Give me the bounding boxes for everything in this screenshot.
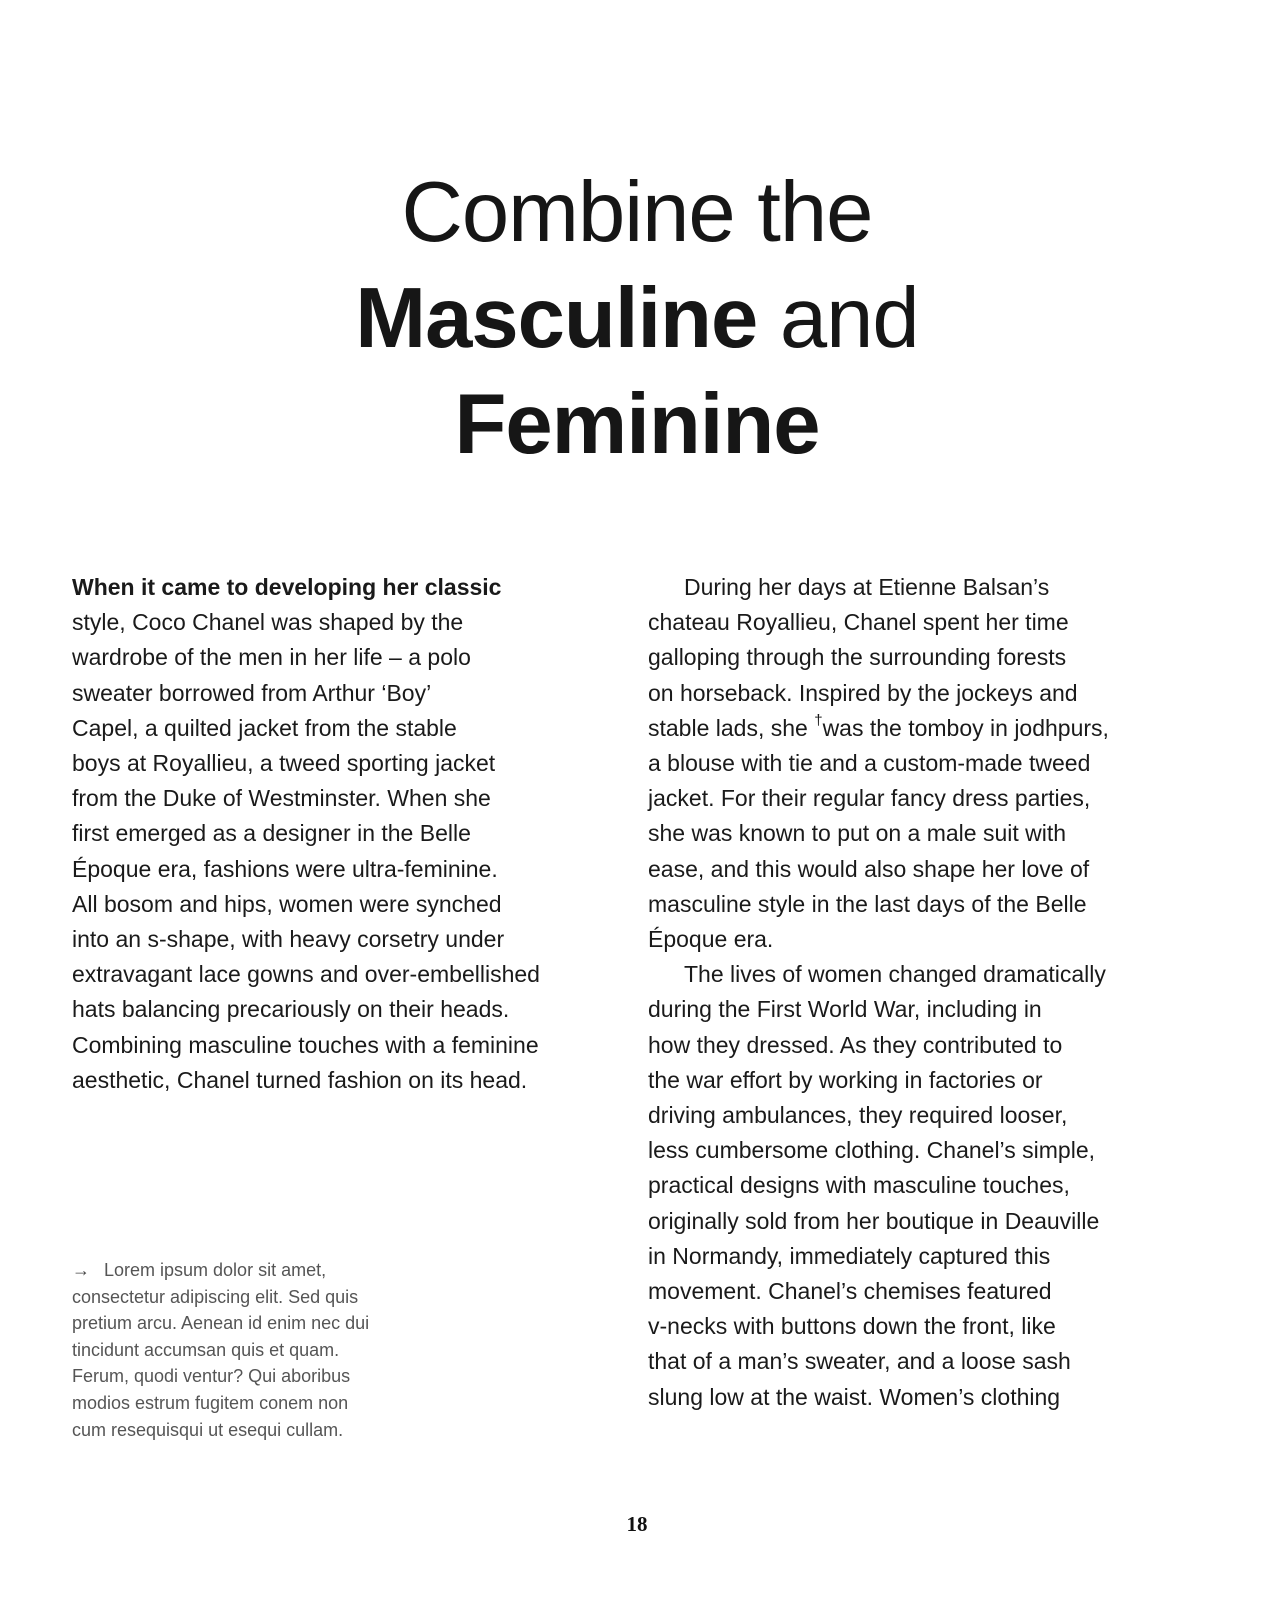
body-line: During her days at Etienne Balsan’s bbox=[684, 574, 1050, 600]
body-line: extravagant lace gowns and over-embellished bbox=[72, 961, 540, 988]
intro-paragraph bbox=[72, 570, 612, 1098]
arrow-right-icon: → bbox=[72, 1260, 90, 1280]
body-line: from the Duke of Westminster. When she bbox=[72, 785, 491, 812]
left-column bbox=[72, 570, 612, 1098]
body-line: Époque era, fashions were ultra-feminine. bbox=[72, 855, 498, 882]
sidenote-text: Lorem ipsum dolor sit amet, bbox=[104, 1260, 327, 1280]
body-line: chateau Royallieu, Chanel spent her time bbox=[648, 609, 1069, 636]
title-word-and: and bbox=[757, 271, 919, 366]
body-line: hats balancing precariously on their heads. bbox=[72, 996, 510, 1023]
body-line: v-necks with buttons down the front, like bbox=[648, 1313, 1056, 1340]
body-line: slung low at the waist. Women’s clothing bbox=[648, 1383, 1061, 1410]
body-paragraph-1 bbox=[648, 570, 1208, 957]
body-line: Époque era. bbox=[648, 926, 774, 953]
body-line: how they dressed. As they contributed to bbox=[648, 1031, 1063, 1058]
body-line: originally sold from her boutique in Deauville bbox=[648, 1207, 1100, 1234]
body-line: less cumbersome clothing. Chanel’s simple, bbox=[648, 1137, 1095, 1164]
body-line: she was known to put on a male suit with bbox=[648, 820, 1067, 847]
page-title bbox=[0, 160, 1274, 478]
body-line: during the First World War, including in bbox=[648, 996, 1042, 1023]
body-line: jacket. For their regular fancy dress parties, bbox=[648, 785, 1091, 812]
body-line: movement. Chanel’s chemises featured bbox=[648, 1278, 1052, 1305]
sidenote-line: tincidunt accumsan quis et quam. bbox=[72, 1339, 340, 1360]
lead-line: When it came to developing her classic bbox=[72, 574, 502, 600]
sidenote-line: Ferum, quodi ventur? Qui aboribus bbox=[72, 1366, 351, 1387]
sidenote-line: pretium arcu. Aenean id enim nec dui bbox=[72, 1313, 370, 1334]
body-line: into an s-shape, with heavy corsetry under bbox=[72, 926, 505, 953]
title-word-masculine: Masculine bbox=[355, 271, 758, 366]
body-line: a blouse with tie and a custom-made tweed bbox=[648, 750, 1091, 777]
body-paragraph-2 bbox=[648, 957, 1208, 1415]
body-line: style, Coco Chanel was shaped by the bbox=[72, 609, 464, 636]
right-column bbox=[648, 570, 1208, 1415]
body-line: galloping through the surrounding forests bbox=[648, 644, 1067, 671]
body-line: Combining masculine touches with a feminine bbox=[72, 1031, 539, 1058]
body-line: The lives of women changed dramatically bbox=[684, 961, 1106, 988]
body-line: Capel, a quilted jacket from the stable bbox=[72, 714, 457, 741]
body-line: ease, and this would also shape her love of bbox=[648, 855, 1090, 882]
body-line: in Normandy, immediately captured this bbox=[648, 1242, 1051, 1269]
body-line: that of a man’s sweater, and a loose sash bbox=[648, 1348, 1071, 1375]
sidenote-line: modios estrum fugitem conem non bbox=[72, 1392, 349, 1413]
body-line: wardrobe of the men in her life – a polo bbox=[72, 644, 471, 671]
sidenote-line: cum resequisqui ut esequi cullam. bbox=[72, 1419, 344, 1440]
sidenote-line: consectetur adipiscing elit. Sed quis bbox=[72, 1286, 359, 1307]
sidenote bbox=[72, 1257, 452, 1443]
body-line-with-dagger bbox=[648, 711, 1208, 746]
body-line: driving ambulances, they required looser, bbox=[648, 1102, 1068, 1129]
title-line-2 bbox=[0, 266, 1274, 372]
dagger-mark: † bbox=[814, 711, 823, 729]
body-line: masculine style in the last days of the Belle bbox=[648, 890, 1087, 917]
body-line: aesthetic, Chanel turned fashion on its head. bbox=[72, 1066, 528, 1093]
body-line: practical designs with masculine touches, bbox=[648, 1172, 1070, 1199]
body-line: boys at Royallieu, a tweed sporting jacket bbox=[72, 750, 496, 777]
page-number: 18 bbox=[626, 1512, 648, 1536]
dagger-line-end: was the tomboy in jodhpurs, bbox=[822, 714, 1109, 741]
body-line: sweater borrowed from Arthur ‘Boy’ bbox=[72, 679, 432, 706]
body-line: on horseback. Inspired by the jockeys and bbox=[648, 679, 1078, 706]
body-line: the war effort by working in factories or bbox=[648, 1066, 1043, 1093]
title-line-1: Combine the bbox=[401, 165, 873, 260]
sidenote-first-line bbox=[72, 1257, 452, 1284]
title-line-3: Feminine bbox=[454, 377, 820, 472]
body-line: All bosom and hips, women were synched bbox=[72, 890, 502, 917]
dagger-line-start: stable lads, she bbox=[648, 714, 815, 741]
body-line: first emerged as a designer in the Belle bbox=[72, 820, 471, 847]
